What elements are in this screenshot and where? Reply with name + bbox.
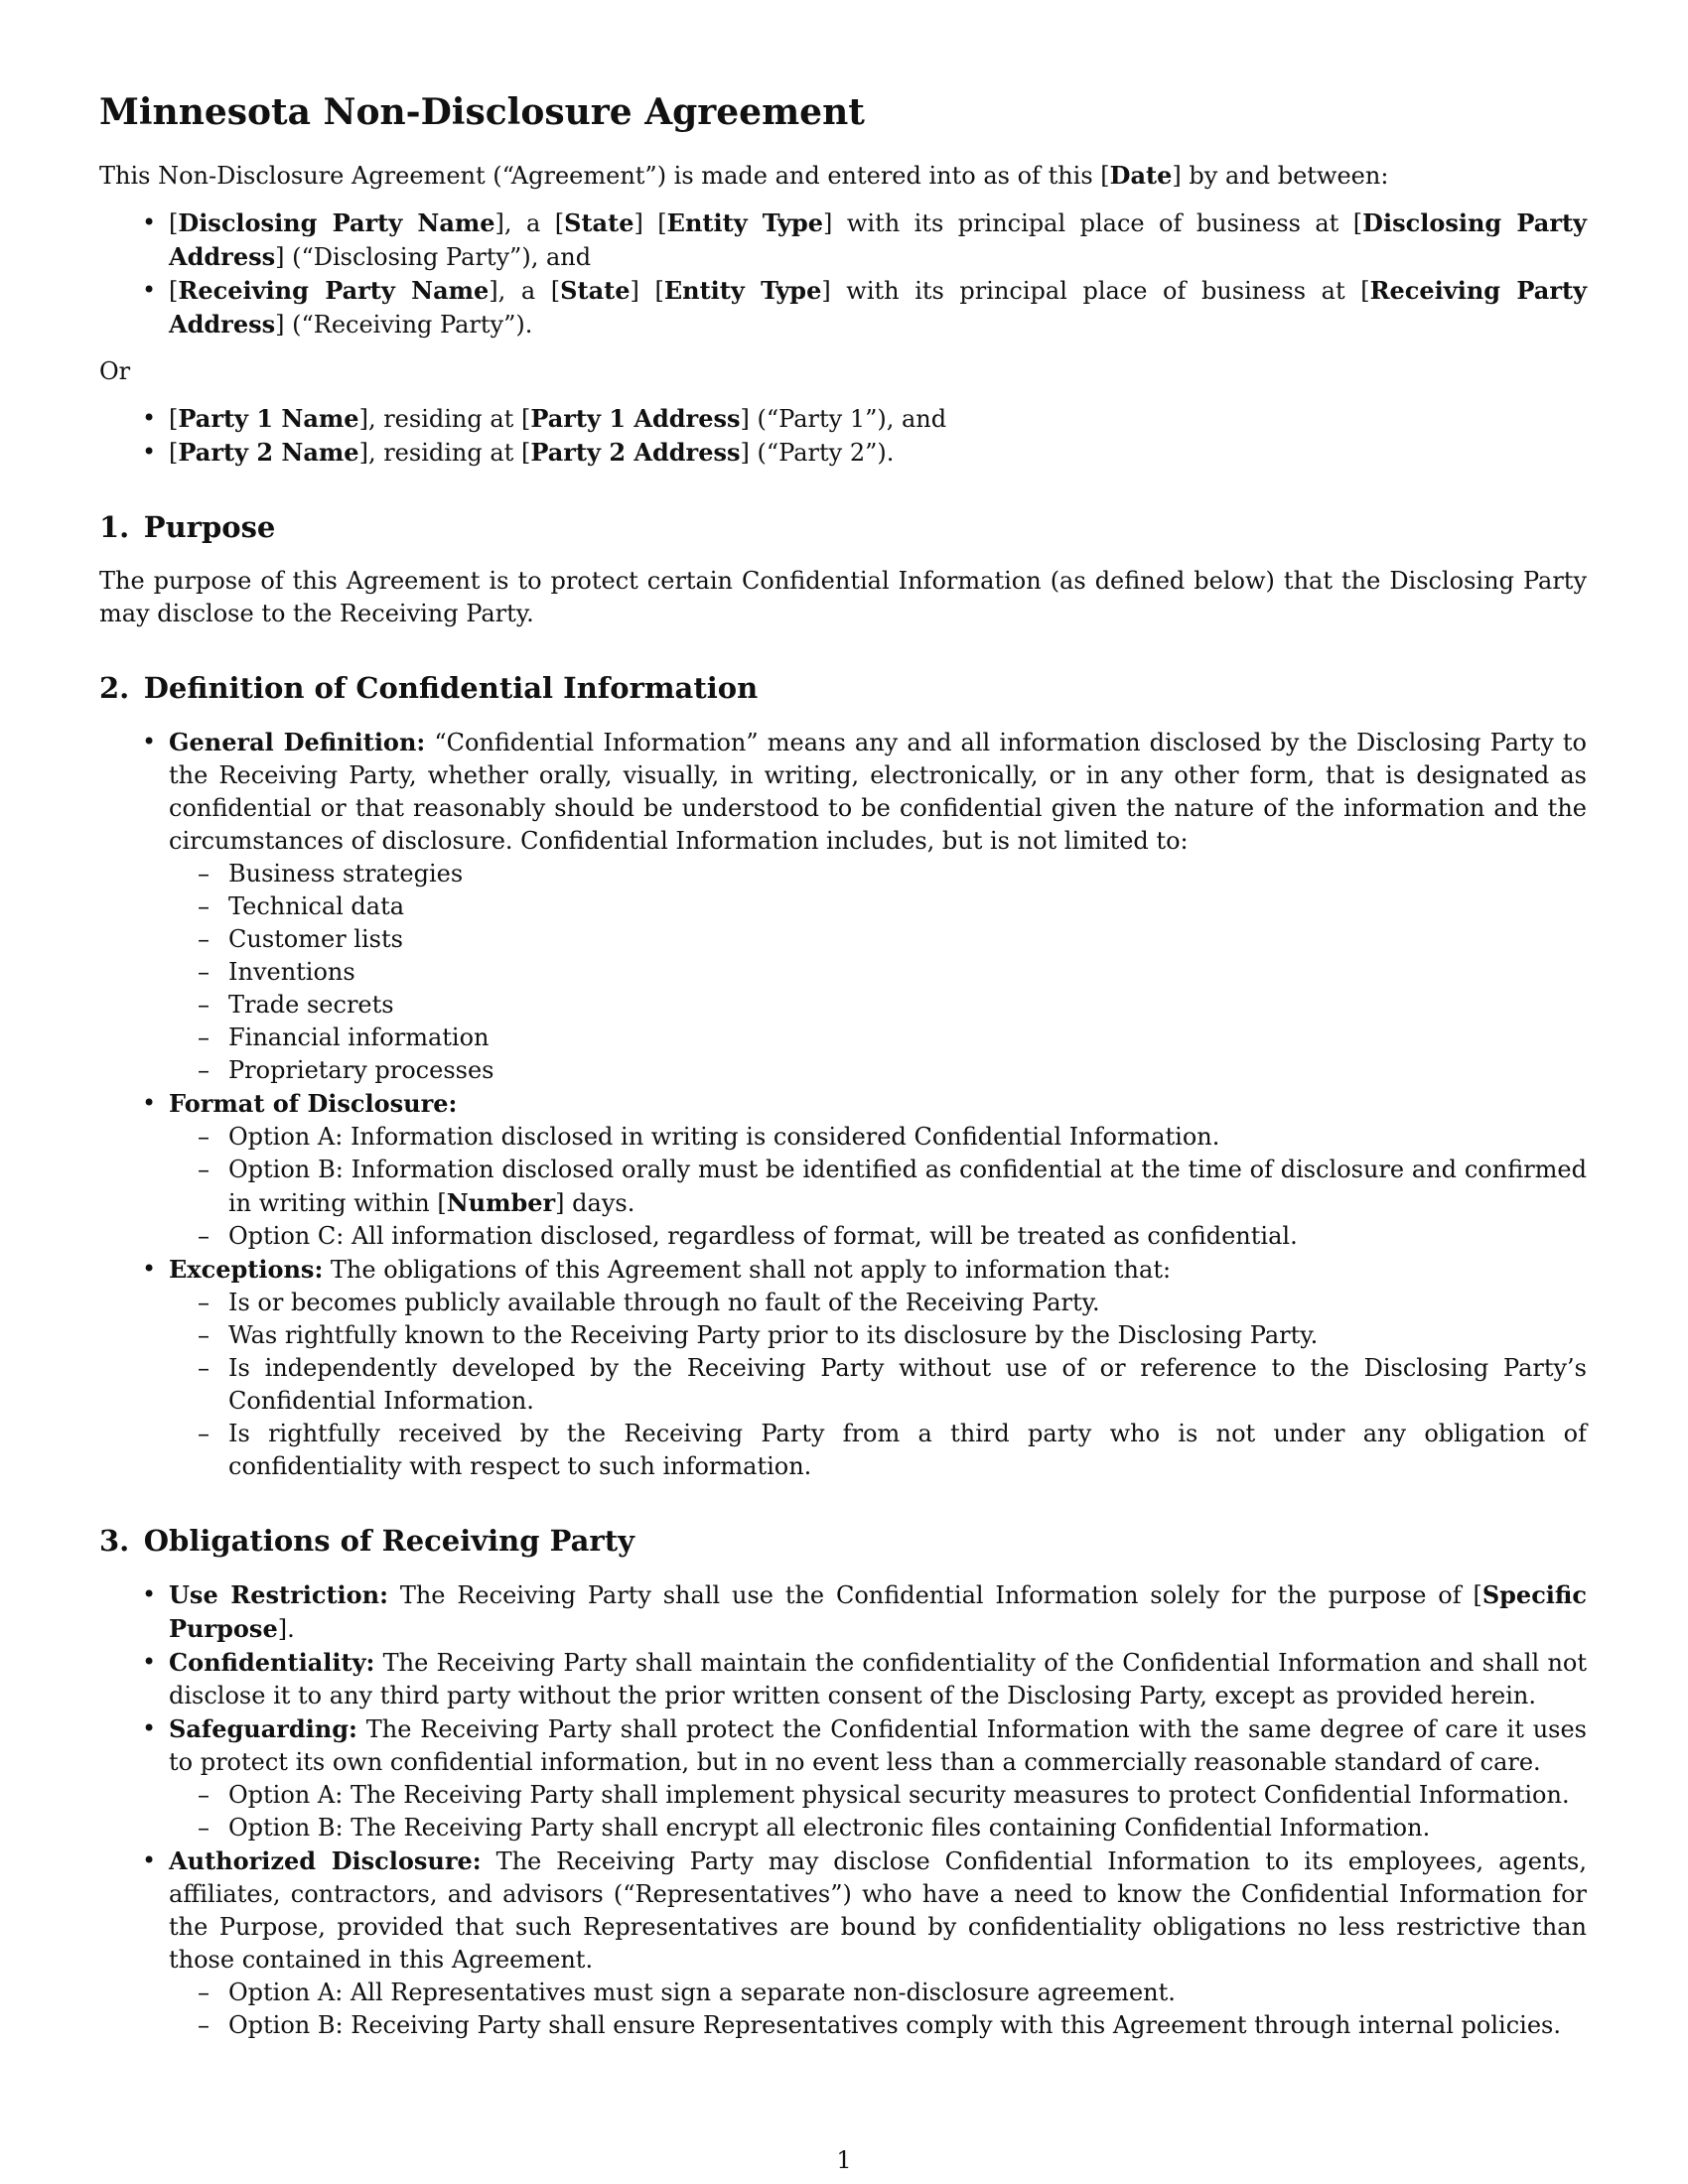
list-item: – Is rightfully received by the Receiving Party from a third party who is not under any obligation of confidentiality with respect to such information. [169, 1418, 1587, 1483]
list-item [99, 1844, 1587, 2042]
list-item: • [Receiving Party Name], a [State] [Entity Type] with its principal place of business at [Receiving Party Address] (“Receiving Party”). [99, 274, 1587, 341]
obligations-list [99, 1578, 1587, 2042]
party-name-placeholder: Party 2 Name [178, 438, 359, 467]
intro-text: This Non-Disclosure Agreement (“Agreement”) is made and entered into as of this [99, 162, 1101, 190]
entity-text: with its principal place of business at [832, 209, 1353, 237]
authorized-disclosure-text: The Receiving Party may disclose Confidential Information to its employees, agents, affiliates, contractors, and advisors (“Representatives”) who have a need to know the Confidential Information for the Purpose, provided that such Representatives are bound by confidentiality obligations no less restrictive than those contained in this Agreement. [169, 1847, 1587, 1974]
intro-text-end: by and between: [1181, 162, 1389, 190]
or-separator: Or [99, 357, 131, 385]
option-text: Option B: Information disclosed orally must be identified as confidential at the time of disclosure and confirmed in writing within [228, 1156, 1587, 1217]
list-item: – Option A: Information disclosed in writing is considered Confidential Information. [169, 1121, 1587, 1154]
document-title: Minnesota Non-Disclosure Agreement [99, 91, 865, 133]
date-placeholder: Date [1109, 161, 1173, 190]
entity-type-placeholder: Entity Type [663, 276, 822, 305]
entity-text: (“Disclosing Party”), and [284, 243, 592, 271]
address-placeholder: Party 2 Address [530, 438, 741, 467]
entity-parties-list [99, 206, 1587, 341]
list-item: – Was rightfully known to the Receiving Party prior to its disclosure by the Disclosing Party. [169, 1319, 1587, 1352]
list-item: – Trade secrets [169, 989, 1587, 1022]
party-name-placeholder: Party 1 Name [178, 404, 359, 433]
party-text: (“Party 2”). [749, 439, 895, 467]
section-heading-definition: 2. Definition of Confidential Information [99, 671, 759, 705]
list-item: – Option B: Receiving Party shall ensure Representatives comply with this Agreement through internal policies. [169, 2009, 1587, 2042]
list-item: – Option C: All information disclosed, regardless of format, will be treated as confidential. [169, 1220, 1587, 1253]
individual-parties-list [99, 402, 1587, 470]
entity-text: with its principal place of business at [830, 277, 1361, 305]
safeguarding-label: Safeguarding: [169, 1714, 357, 1743]
party-text: , residing at [367, 439, 521, 467]
number-placeholder: Number [446, 1188, 556, 1217]
list-item: – Technical data [169, 890, 1587, 923]
option-text: days. [564, 1189, 635, 1217]
list-item: • [Party 1 Name], residing at [Party 1 Address] (“Party 1”), and [99, 402, 1587, 436]
list-item [99, 1253, 1587, 1483]
address-placeholder: Party 1 Address [530, 404, 741, 433]
party-name-placeholder: Receiving Party Name [178, 276, 490, 305]
exceptions-label: Exceptions: [169, 1255, 324, 1284]
list-item: • Use Restriction: The Receiving Party shall use the Confidential Information solely for the purpose of [Specific Purpose]. [99, 1578, 1587, 1646]
section-heading-purpose: 1. Purpose [99, 510, 276, 544]
section-heading-obligations: 3. Obligations of Receiving Party [99, 1524, 634, 1558]
list-item: – Financial information [169, 1022, 1587, 1054]
format-label: Format of Disclosure: [169, 1089, 458, 1118]
purpose-paragraph: The purpose of this Agreement is to protect certain Confidential Information (as defined below) that the Disclosing Party may disclose to the Receiving Party. [99, 567, 1587, 627]
list-item: – Is independently developed by the Receiving Party without use of or reference to the Disclosing Party’s Confidential Information. [169, 1352, 1587, 1418]
confidentiality-label: Confidentiality: [169, 1648, 375, 1677]
format-options-list [169, 1121, 1587, 1253]
list-item: – Business strategies [169, 858, 1587, 890]
page-number: 1 [836, 2146, 852, 2174]
state-placeholder: State [564, 208, 634, 237]
authorized-options-list [169, 1977, 1587, 2042]
list-item [99, 1712, 1587, 1844]
party-name-placeholder: Disclosing Party Name [178, 208, 495, 237]
list-item: – Option B: Information disclosed orally must be identified as confidential at the time of disclosure and confirmed in writing within [Number] days. [169, 1154, 1587, 1220]
list-item: – Option B: The Receiving Party shall encrypt all electronic files containing Confidential Information. [169, 1812, 1587, 1844]
entity-text: , a [497, 277, 551, 305]
list-item [99, 1646, 1587, 1712]
intro-paragraph: This Non-Disclosure Agreement (“Agreement”) is made and entered into as of this [Date] by and between: [99, 161, 1389, 190]
document-page [99, 87, 1587, 2056]
list-item: – Inventions [169, 956, 1587, 989]
use-restriction-label: Use Restriction: [169, 1580, 388, 1609]
list-item [99, 1087, 1587, 1253]
list-item [99, 726, 1587, 1087]
list-item: • [Party 2 Name], residing at [Party 2 Address] (“Party 2”). [99, 436, 1587, 470]
list-item: • [Disclosing Party Name], a [State] [Entity Type] with its principal place of business at [Disclosing Party Address] (“Disclosing Party”), and [99, 206, 1587, 274]
party-text: , residing at [367, 405, 521, 433]
use-restriction-text: The Receiving Party shall use the Confidential Information solely for the purpose of [388, 1581, 1474, 1609]
definition-list [99, 726, 1587, 1483]
entity-text: (“Receiving Party”). [284, 311, 533, 339]
exceptions-text: The obligations of this Agreement shall not apply to information that: [323, 1256, 1172, 1284]
general-definition-label: General Definition: [169, 728, 426, 756]
general-definition-text: “Confidential Information” means any and all information disclosed by the Disclosing Party to the Receiving Party, whether orally, visually, in writing, electronically, or in any other form, that is designated as confidential or that reasonably should be understood to be confidential given the nature of the information and the circumstances of disclosure. Confidential Information includes, but is not limited to: [169, 729, 1587, 855]
entity-text: , a [503, 209, 555, 237]
state-placeholder: State [560, 276, 631, 305]
safeguarding-options-list [169, 1779, 1587, 1844]
party-text: (“Party 1”), and [749, 405, 947, 433]
address-placeholder: Receiving Party Address [169, 276, 1588, 339]
list-item: – Customer lists [169, 923, 1587, 956]
list-item: – Option A: The Receiving Party shall implement physical security measures to protect Confidential Information. [169, 1779, 1587, 1812]
address-placeholder: Disclosing Party Address [169, 208, 1587, 271]
exceptions-list [169, 1287, 1587, 1483]
entity-type-placeholder: Entity Type [666, 208, 824, 237]
use-restriction-end: . [287, 1615, 295, 1643]
confidentiality-text: The Receiving Party shall maintain the confidentiality of the Confidential Information and shall not disclose it to any third party without the prior written consent of the Disclosing Party, except as provided herein. [169, 1649, 1587, 1709]
list-item: – Proprietary processes [169, 1054, 1587, 1087]
specific-purpose-placeholder: Specific Purpose [169, 1580, 1587, 1643]
list-item: – Option A: All Representatives must sign a separate non-disclosure agreement. [169, 1977, 1587, 2009]
confidential-examples-list [169, 858, 1587, 1087]
authorized-disclosure-label: Authorized Disclosure: [169, 1846, 482, 1875]
safeguarding-text: The Receiving Party shall protect the Confidential Information with the same degree of care it uses to protect its own confidential information, but in no event less than a commercially reasonable standard of care. [169, 1715, 1587, 1776]
list-item: – Is or becomes publicly available through no fault of the Receiving Party. [169, 1287, 1587, 1319]
